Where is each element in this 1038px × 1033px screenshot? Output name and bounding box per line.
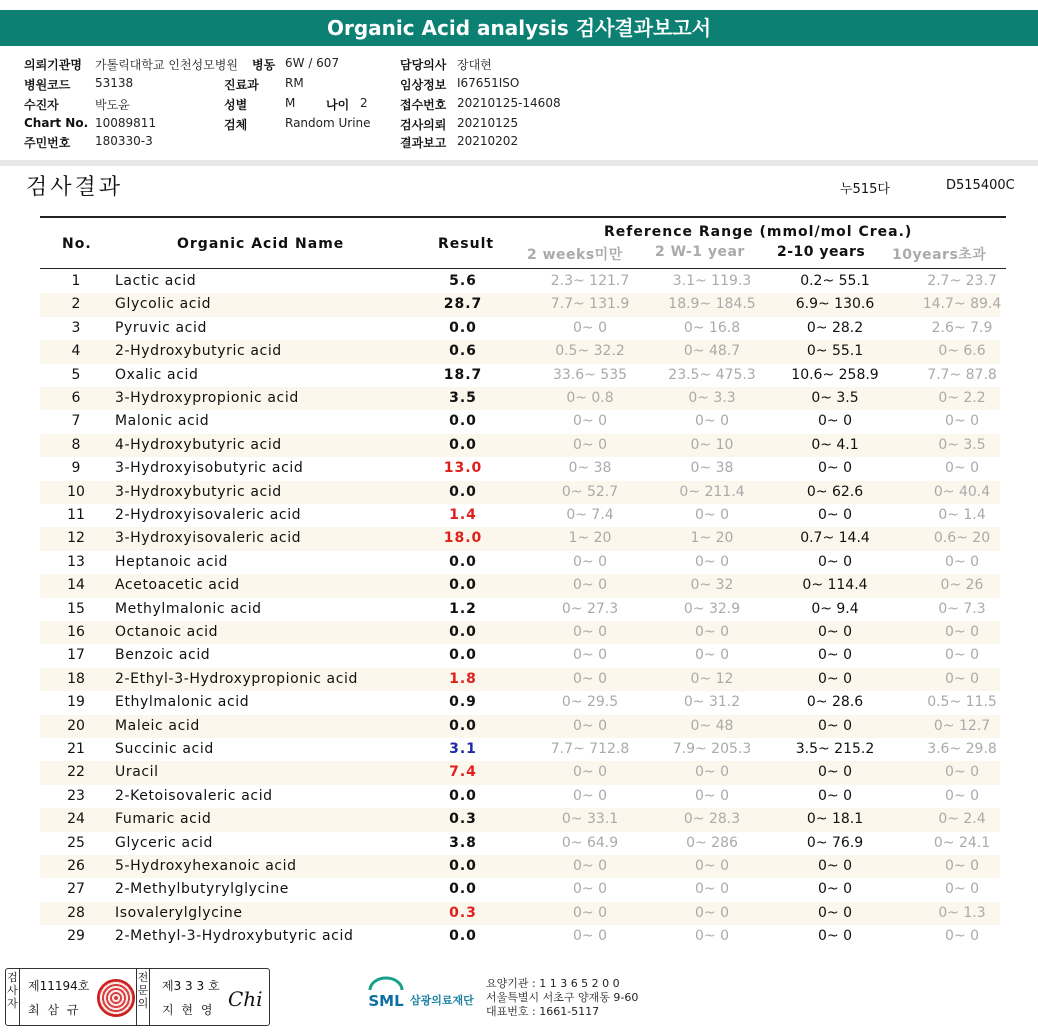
result-value: 18.0 xyxy=(443,530,483,547)
row-no: 26 xyxy=(67,858,85,874)
row-no: 8 xyxy=(71,436,81,453)
table-row xyxy=(40,481,1000,504)
range-2-10years: 0~ 0 xyxy=(818,717,852,734)
row-no: 17 xyxy=(67,647,85,664)
code-2: D515400C xyxy=(946,178,1015,193)
row-no: 1 xyxy=(71,273,81,289)
range-2w-1year: 0~ 0 xyxy=(695,904,729,921)
range-2weeks: 0~ 0 xyxy=(573,670,607,687)
acid-name: Uracil xyxy=(115,764,159,781)
range-2weeks: 0~ 0 xyxy=(573,881,607,898)
doctor-label: 담당의사 xyxy=(400,58,447,72)
acid-name: Heptanoic acid xyxy=(115,553,229,570)
table-row xyxy=(40,621,1000,644)
table-row xyxy=(40,270,1000,293)
table-header-rule xyxy=(40,268,1006,269)
row-no: 27 xyxy=(67,881,85,898)
header-range-3: 2-10 years xyxy=(777,244,866,260)
range-2weeks: 0~ 0 xyxy=(573,928,607,945)
row-no: 20 xyxy=(67,717,85,734)
range-10years: 0~ 2.4 xyxy=(938,811,986,828)
signature-box xyxy=(5,968,270,1026)
range-2w-1year: 0~ 28.3 xyxy=(683,811,741,828)
tester-name: 최 삼 규 xyxy=(28,1003,81,1017)
header-range-1: 2 weeks미만 xyxy=(527,247,623,263)
result-value: 0.3 xyxy=(449,904,477,921)
range-2w-1year: 0~ 3.3 xyxy=(688,390,736,406)
table-row xyxy=(40,598,1000,621)
dept-value: RM xyxy=(285,76,304,90)
range-2-10years: 0~ 3.5 xyxy=(811,390,859,406)
range-2w-1year: 0~ 0 xyxy=(695,787,729,804)
seal-icon xyxy=(97,979,135,1017)
range-2-10years: 0~ 0 xyxy=(818,624,852,640)
address-line-1: 요양기관 : 1 1 3 6 5 2 0 0 xyxy=(486,977,620,990)
table-row xyxy=(40,832,1000,855)
report-label: 결과보고 xyxy=(400,136,447,150)
range-2weeks: 0~ 0 xyxy=(573,553,607,570)
result-value: 0.0 xyxy=(449,928,477,945)
code-1: 누515다 xyxy=(840,182,890,197)
sex-value: M xyxy=(285,96,296,110)
range-10years: 0~ 0 xyxy=(945,413,979,430)
header-reference: Reference Range (mmol/mol Crea.) xyxy=(604,224,913,240)
range-2w-1year: 0~ 48.7 xyxy=(683,343,741,360)
table-row xyxy=(40,387,1000,410)
range-10years: 7.7~ 87.8 xyxy=(927,366,997,383)
range-10years: 0~ 1.3 xyxy=(938,904,986,921)
range-2w-1year: 0~ 12 xyxy=(690,670,734,687)
table-row xyxy=(40,317,1000,340)
range-2weeks: 0~ 27.3 xyxy=(561,600,619,617)
acid-name: Lactic acid xyxy=(115,273,197,289)
range-2w-1year: 0~ 16.8 xyxy=(683,319,741,336)
range-2weeks: 0~ 0 xyxy=(573,904,607,921)
table-row xyxy=(40,434,1000,457)
specialist-license: 제3 3 3 호 xyxy=(162,979,220,993)
result-value: 0.0 xyxy=(449,577,477,594)
acid-name: Methylmalonic acid xyxy=(115,600,262,617)
specimen-label: 검체 xyxy=(224,118,248,132)
range-2w-1year: 18.9~ 184.5 xyxy=(668,296,756,313)
range-10years: 0~ 40.4 xyxy=(933,483,991,500)
dept-label: 진료과 xyxy=(224,78,259,92)
range-10years: 2.7~ 23.7 xyxy=(927,273,997,289)
table-row xyxy=(40,668,1000,691)
table-row xyxy=(40,364,1000,387)
collector-value: 박도윤 xyxy=(95,98,130,112)
header-range-2: 2 W-1 year xyxy=(655,244,745,260)
header-range-4: 10years초과 xyxy=(892,247,987,263)
row-no: 4 xyxy=(71,343,81,360)
range-10years: 0~ 2.2 xyxy=(938,390,986,406)
result-value: 0.0 xyxy=(449,483,477,500)
acid-name: 2-Ethyl-3-Hydroxypropionic acid xyxy=(115,670,359,687)
table-row xyxy=(40,691,1000,714)
range-2w-1year: 3.1~ 119.3 xyxy=(672,273,752,289)
range-10years: 0~ 6.6 xyxy=(938,343,986,360)
range-2weeks: 0~ 0 xyxy=(573,413,607,430)
institution-value: 가톨릭대학교 인천성모병원 xyxy=(95,58,238,72)
range-2-10years: 0~ 0 xyxy=(818,507,852,523)
row-no: 9 xyxy=(71,460,81,477)
range-10years: 0~ 7.3 xyxy=(938,600,986,617)
ward-value: 6W / 607 xyxy=(285,56,340,70)
chart-value: 10089811 xyxy=(95,116,157,130)
row-no: 11 xyxy=(67,507,85,523)
table-row xyxy=(40,808,1000,831)
acid-name: 3-Hydroxyisovaleric acid xyxy=(115,530,302,547)
range-2weeks: 0.5~ 32.2 xyxy=(555,343,625,360)
result-value: 0.0 xyxy=(449,881,477,898)
acid-name: Succinic acid xyxy=(115,741,214,757)
signature: Chi xyxy=(228,987,263,1011)
range-2weeks: 0~ 0 xyxy=(573,764,607,781)
range-10years: 0~ 3.5 xyxy=(938,436,986,453)
table-row xyxy=(40,340,1000,363)
range-10years: 0~ 0 xyxy=(945,764,979,781)
result-value: 3.1 xyxy=(449,741,477,757)
result-value: 0.0 xyxy=(449,413,477,430)
acid-name: 3-Hydroxybutyric acid xyxy=(115,483,282,500)
table-row xyxy=(40,785,1000,808)
range-2weeks: 0~ 0 xyxy=(573,319,607,336)
range-10years: 0~ 0 xyxy=(945,553,979,570)
range-2-10years: 0.7~ 14.4 xyxy=(800,530,870,547)
report-title: Organic Acid analysis 검사결과보고서 xyxy=(0,10,1038,46)
row-no: 12 xyxy=(67,530,85,547)
range-2-10years: 0~ 0 xyxy=(818,670,852,687)
range-2weeks: 0~ 29.5 xyxy=(561,694,619,711)
range-2w-1year: 0~ 0 xyxy=(695,858,729,874)
result-value: 5.6 xyxy=(449,273,477,289)
header-name: Organic Acid Name xyxy=(177,236,345,252)
range-2weeks: 0~ 0.8 xyxy=(566,390,614,406)
range-10years: 2.6~ 7.9 xyxy=(931,319,993,336)
range-10years: 0~ 0 xyxy=(945,928,979,945)
row-no: 29 xyxy=(67,928,85,945)
table-row xyxy=(40,644,1000,667)
table-row xyxy=(40,855,1000,878)
range-2weeks: 0~ 0 xyxy=(573,436,607,453)
range-2weeks: 1~ 20 xyxy=(568,530,612,547)
range-2-10years: 0.2~ 55.1 xyxy=(800,273,870,289)
range-2-10years: 0~ 114.4 xyxy=(802,577,868,594)
row-no: 25 xyxy=(67,834,85,851)
result-value: 0.6 xyxy=(449,343,477,360)
table-row xyxy=(40,504,1000,527)
table-row xyxy=(40,527,1000,550)
range-2weeks: 0~ 0 xyxy=(573,577,607,594)
acid-name: 2-Hydroxybutyric acid xyxy=(115,343,282,360)
range-2w-1year: 0~ 31.2 xyxy=(683,694,741,711)
range-2w-1year: 0~ 0 xyxy=(695,881,729,898)
collector-label: 수진자 xyxy=(24,98,59,112)
request-value: 20210125 xyxy=(457,116,519,130)
result-value: 28.7 xyxy=(443,296,483,313)
range-2weeks: 0~ 0 xyxy=(573,858,607,874)
specimen-value: Random Urine xyxy=(285,116,371,130)
range-2w-1year: 0~ 0 xyxy=(695,413,729,430)
organization-name: 삼광의료재단 xyxy=(410,994,474,1007)
table-row xyxy=(40,902,1000,925)
table-row xyxy=(40,574,1000,597)
report-value: 20210202 xyxy=(457,134,519,148)
result-value: 0.0 xyxy=(449,319,477,336)
range-2weeks: 0~ 0 xyxy=(573,787,607,804)
range-2weeks: 0~ 52.7 xyxy=(561,483,619,500)
result-value: 1.4 xyxy=(449,507,477,523)
range-2-10years: 0~ 0 xyxy=(818,460,852,477)
receipt-value: 20210125-14608 xyxy=(457,96,561,110)
range-2weeks: 0~ 33.1 xyxy=(561,811,619,828)
acid-name: 3-Hydroxyisobutyric acid xyxy=(115,460,304,477)
result-value: 0.3 xyxy=(449,811,477,828)
specialist-name: 지 현 영 xyxy=(162,1003,215,1017)
acid-name: Acetoacetic acid xyxy=(115,577,240,594)
result-value: 0.0 xyxy=(449,858,477,874)
range-2-10years: 0~ 0 xyxy=(818,647,852,664)
acid-name: 4-Hydroxybutyric acid xyxy=(115,436,282,453)
age-label: 나이 xyxy=(326,98,350,112)
range-2w-1year: 0~ 0 xyxy=(695,647,729,664)
result-value: 0.0 xyxy=(449,624,477,640)
table-row xyxy=(40,738,1000,761)
acid-name: 2-Hydroxyisovaleric acid xyxy=(115,507,302,523)
section-title: 검사결과 xyxy=(26,175,124,200)
range-2weeks: 33.6~ 535 xyxy=(552,366,628,383)
table-row xyxy=(40,715,1000,738)
result-value: 0.0 xyxy=(449,553,477,570)
acid-name: Ethylmalonic acid xyxy=(115,694,250,711)
address-line-2: 서울특별시 서초구 양재동 9-60 xyxy=(486,991,639,1004)
request-label: 검사의뢰 xyxy=(400,118,447,132)
acid-name: Oxalic acid xyxy=(115,366,199,383)
range-2weeks: 7.7~ 712.8 xyxy=(550,741,630,757)
range-2w-1year: 7.9~ 205.3 xyxy=(672,741,752,757)
range-2-10years: 0~ 0 xyxy=(818,764,852,781)
range-2weeks: 0~ 0 xyxy=(573,624,607,640)
range-2-10years: 10.6~ 258.9 xyxy=(791,366,879,383)
acid-name: 2-Methyl-3-Hydroxybutyric acid xyxy=(115,928,354,945)
range-2-10years: 0~ 4.1 xyxy=(811,436,859,453)
range-10years: 0~ 12.7 xyxy=(933,717,991,734)
range-2w-1year: 0~ 286 xyxy=(686,834,738,851)
row-no: 7 xyxy=(71,413,81,430)
table-row xyxy=(40,925,1000,948)
range-2-10years: 0~ 18.1 xyxy=(806,811,864,828)
acid-name: Octanoic acid xyxy=(115,624,219,640)
range-2-10years: 0~ 9.4 xyxy=(811,600,859,617)
range-10years: 0.5~ 11.5 xyxy=(927,694,997,711)
range-2w-1year: 0~ 10 xyxy=(690,436,734,453)
range-2-10years: 0~ 0 xyxy=(818,904,852,921)
range-2w-1year: 0~ 32.9 xyxy=(683,600,741,617)
range-2w-1year: 0~ 32 xyxy=(690,577,734,594)
chart-label: Chart No. xyxy=(24,116,89,130)
acid-name: Fumaric acid xyxy=(115,811,212,828)
range-2-10years: 3.5~ 215.2 xyxy=(795,741,875,757)
range-2weeks: 0~ 7.4 xyxy=(566,507,614,523)
acid-name: Maleic acid xyxy=(115,717,200,734)
row-no: 2 xyxy=(71,296,81,313)
range-2-10years: 6.9~ 130.6 xyxy=(795,296,875,313)
range-10years: 0~ 0 xyxy=(945,858,979,874)
row-no: 22 xyxy=(67,764,85,781)
result-value: 1.2 xyxy=(449,600,477,617)
row-no: 3 xyxy=(71,319,81,336)
range-2-10years: 0~ 28.6 xyxy=(806,694,864,711)
range-10years: 0~ 24.1 xyxy=(933,834,991,851)
range-2-10years: 0~ 0 xyxy=(818,881,852,898)
hospital-code-value: 53138 xyxy=(95,76,134,90)
acid-name: Glyceric acid xyxy=(115,834,213,851)
result-value: 0.0 xyxy=(449,436,477,453)
table-row xyxy=(40,293,1000,316)
acid-name: 5-Hydroxyhexanoic acid xyxy=(115,858,297,874)
acid-name: Glycolic acid xyxy=(115,296,212,313)
range-2-10years: 0~ 0 xyxy=(818,928,852,945)
result-value: 7.4 xyxy=(449,764,477,781)
range-2-10years: 0~ 0 xyxy=(818,858,852,874)
range-2-10years: 0~ 76.9 xyxy=(806,834,864,851)
range-2w-1year: 0~ 38 xyxy=(690,460,734,477)
row-no: 28 xyxy=(67,904,85,921)
result-value: 3.5 xyxy=(449,390,477,406)
range-10years: 0.6~ 20 xyxy=(933,530,991,547)
row-no: 21 xyxy=(67,741,85,757)
acid-name: Isovalerylglycine xyxy=(115,904,243,921)
result-value: 0.0 xyxy=(449,787,477,804)
range-2-10years: 0~ 0 xyxy=(818,787,852,804)
organization-address xyxy=(486,977,638,1019)
receipt-label: 접수번호 xyxy=(400,98,447,112)
clinical-value: I67651ISO xyxy=(457,76,520,90)
range-2w-1year: 0~ 0 xyxy=(695,928,729,945)
acid-name: Pyruvic acid xyxy=(115,319,207,336)
row-no: 16 xyxy=(67,624,85,640)
range-2w-1year: 0~ 0 xyxy=(695,624,729,640)
rrn-value: 180330-3 xyxy=(95,134,153,148)
sex-label: 성별 xyxy=(224,98,248,112)
row-no: 14 xyxy=(67,577,85,594)
row-no: 13 xyxy=(67,553,85,570)
row-no: 18 xyxy=(67,670,85,687)
range-2weeks: 0~ 0 xyxy=(573,647,607,664)
range-2weeks: 0~ 38 xyxy=(568,460,612,477)
range-10years: 0~ 0 xyxy=(945,647,979,664)
range-2-10years: 0~ 0 xyxy=(818,413,852,430)
range-10years: 0~ 1.4 xyxy=(938,507,986,523)
row-no: 15 xyxy=(67,600,85,617)
range-2w-1year: 0~ 211.4 xyxy=(679,483,745,500)
range-2w-1year: 0~ 48 xyxy=(690,717,734,734)
table-row xyxy=(40,457,1000,480)
table-row xyxy=(40,878,1000,901)
institution-label: 의뢰기관명 xyxy=(24,58,82,72)
divider xyxy=(0,160,1038,166)
row-no: 6 xyxy=(71,390,81,406)
range-10years: 0~ 0 xyxy=(945,460,979,477)
row-no: 24 xyxy=(67,811,85,828)
range-10years: 0~ 0 xyxy=(945,881,979,898)
range-2-10years: 0~ 62.6 xyxy=(806,483,864,500)
acid-name: Malonic acid xyxy=(115,413,210,430)
patient-info xyxy=(0,54,1038,154)
tester-vertical-label: 검사자 xyxy=(6,969,20,1025)
sml-logo-icon xyxy=(364,976,408,1016)
row-no: 10 xyxy=(67,483,85,500)
range-2w-1year: 23.5~ 475.3 xyxy=(668,366,756,383)
result-value: 13.0 xyxy=(443,460,483,477)
row-no: 19 xyxy=(67,694,85,711)
result-value: 1.8 xyxy=(449,670,477,687)
row-no: 23 xyxy=(67,787,85,804)
tester-license: 제11194호 xyxy=(28,979,90,993)
table-top-rule xyxy=(40,216,1006,218)
rrn-label: 주민번호 xyxy=(24,136,71,150)
result-value: 0.9 xyxy=(449,694,477,711)
ward-label: 병동 xyxy=(252,58,276,72)
range-10years: 0~ 0 xyxy=(945,624,979,640)
range-2w-1year: 0~ 0 xyxy=(695,764,729,781)
range-2-10years: 0~ 28.2 xyxy=(806,319,864,336)
range-10years: 0~ 26 xyxy=(940,577,984,594)
result-value: 3.8 xyxy=(449,834,477,851)
doctor-value: 장대현 xyxy=(457,58,492,72)
range-10years: 0~ 0 xyxy=(945,670,979,687)
acid-name: 3-Hydroxypropionic acid xyxy=(115,390,299,406)
acid-name: Benzoic acid xyxy=(115,647,211,664)
table-row xyxy=(40,410,1000,433)
header-no: No. xyxy=(62,236,92,252)
age-value: 2 xyxy=(360,96,368,110)
acid-name: 2-Ketoisovaleric acid xyxy=(115,787,273,804)
range-10years: 14.7~ 89.4 xyxy=(922,296,1002,313)
clinical-label: 임상정보 xyxy=(400,78,447,92)
result-value: 0.0 xyxy=(449,647,477,664)
range-10years: 3.6~ 29.8 xyxy=(927,741,997,757)
range-2weeks: 0~ 64.9 xyxy=(561,834,619,851)
range-2-10years: 0~ 0 xyxy=(818,553,852,570)
range-2weeks: 2.3~ 121.7 xyxy=(550,273,630,289)
table-row xyxy=(40,551,1000,574)
range-2weeks: 7.7~ 131.9 xyxy=(550,296,630,313)
result-value: 18.7 xyxy=(443,366,483,383)
range-2weeks: 0~ 0 xyxy=(573,717,607,734)
range-10years: 0~ 0 xyxy=(945,787,979,804)
result-value: 0.0 xyxy=(449,717,477,734)
range-2w-1year: 1~ 20 xyxy=(690,530,734,547)
range-2w-1year: 0~ 0 xyxy=(695,507,729,523)
specialist-vertical-label: 전문의 xyxy=(136,969,150,1025)
table-row xyxy=(40,761,1000,784)
hospital-code-label: 병원코드 xyxy=(24,78,71,92)
sml-logo-text: SML xyxy=(368,992,404,1010)
acid-name: 2-Methylbutyrylglycine xyxy=(115,881,289,898)
header-result: Result xyxy=(438,236,495,252)
range-2-10years: 0~ 55.1 xyxy=(806,343,864,360)
range-2w-1year: 0~ 0 xyxy=(695,553,729,570)
address-line-3: 대표번호 : 1661-5117 xyxy=(486,1005,600,1018)
row-no: 5 xyxy=(71,366,81,383)
